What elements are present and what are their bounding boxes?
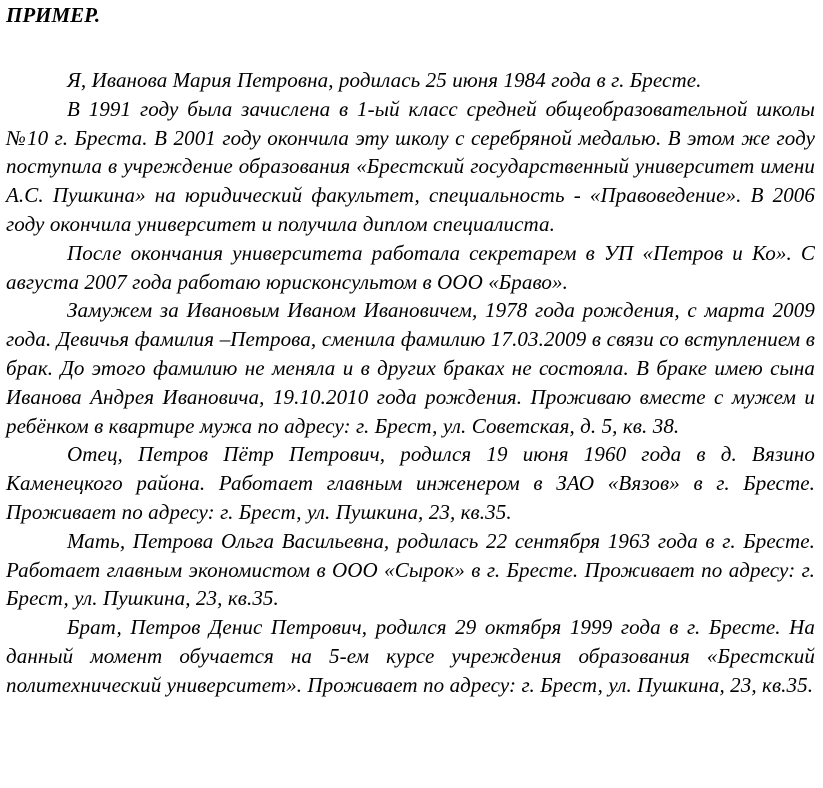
- paragraph-brother: Брат, Петров Денис Петрович, родился 29 октября 1999 года в г. Бресте. На данный момент обучается на 5-ем курсе учреждения образования «Брестский политехнический университет». Проживает по адресу: г. Брест, ул. Пушкина, 23, кв.35.: [6, 615, 815, 697]
- document-heading: ПРИМЕР.: [6, 3, 101, 27]
- paragraph-mother: Мать, Петрова Ольга Васильевна, родилась 22 сентября 1963 года в г. Бресте. Работает главным экономистом в ООО «Сырок» в г. Бресте. Проживает по адресу: г. Брест, ул. Пушкина, 23, кв.35.: [6, 528, 815, 611]
- paragraph-family: Замужем за Ивановым Иваном Ивановичем, 1978 года рождения, с марта 2009 года. Девичья фамилия –Петрова, сменила фамилию 17.03.2009 в связи со вступлением в брак. До этого фамилию не меняла и в других браках не состояла. В браке имею сына Иванова Андрея Ивановича, 19.10.2010 года рождения. Проживаю вместе с мужем и ребёнком в квартире мужа по адресу: г. Брест, ул. Советская, д. 5, кв. 38.: [6, 298, 815, 438]
- paragraph-father: Отец, Петров Пётр Петрович, родился 19 июня 1960 года в д. Вязино Каменецкого района. Работает главным инженером в ЗАО «Вязов» в г. Бресте. Проживает по адресу: г. Брест, ул. Пушкина, 23, кв.35.: [6, 442, 815, 524]
- paragraph-work: После окончания университета работала секретарем в УП «Петров и Ко». С августа 2007 года работаю юрисконсультом в ООО «Браво».: [6, 240, 815, 294]
- paragraph-birth: Я, Иванова Мария Петровна, родилась 25 июня 1984 года в г. Бресте.: [67, 68, 702, 92]
- paragraph-education: В 1991 году была зачислена в 1-ый класс средней общеобразовательной школы №10 г. Бреста. В 2001 году окончила эту школу с серебряной медалью. В этом же году поступила в учреждение образования «Брестский государственный университет имени А.С. Пушкина» на юридический факультет, специальность - «Правоведение». В 2006 году окончила университет и получила диплом специалиста.: [6, 96, 815, 236]
